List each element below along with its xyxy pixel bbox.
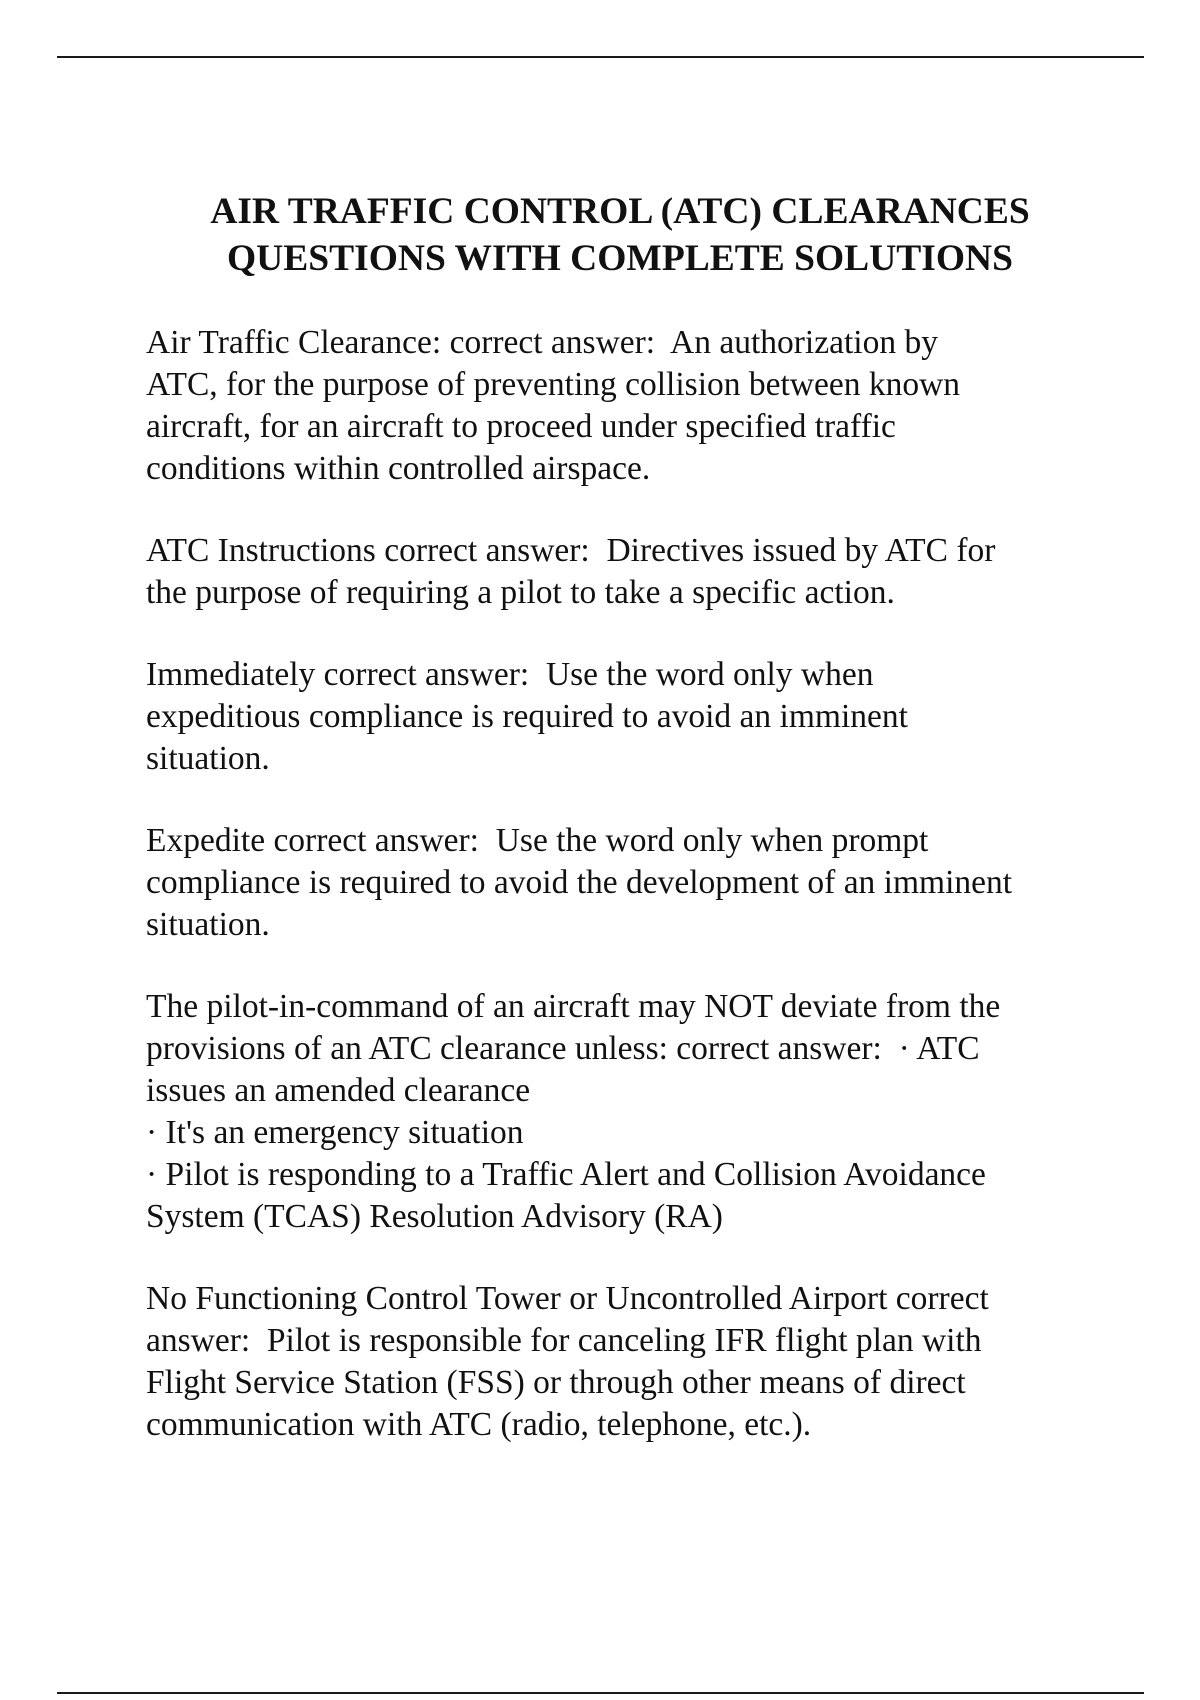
document-title bbox=[150, 188, 1090, 282]
entry-line: compliance is required to avoid the development of an imminent bbox=[146, 864, 1013, 901]
entry-line: the purpose of requiring a pilot to take a specific action. bbox=[146, 574, 895, 611]
qa-entry-atc-instructions bbox=[146, 530, 1106, 614]
title-line-2: QUESTIONS WITH COMPLETE SOLUTIONS bbox=[227, 238, 1013, 279]
qa-entry-immediately bbox=[146, 654, 1106, 780]
entry-line: expeditious compliance is required to avoid an imminent bbox=[146, 698, 908, 735]
entry-line: aircraft, for an aircraft to proceed under specified traffic bbox=[146, 408, 896, 445]
entry-line: ATC Instructions correct answer: Directives issued by ATC for bbox=[146, 532, 996, 569]
entry-line: Immediately correct answer: Use the word only when bbox=[146, 656, 874, 693]
entry-line: situation. bbox=[146, 906, 270, 943]
entry-line: The pilot-in-command of an aircraft may NOT deviate from the bbox=[146, 988, 1001, 1025]
entry-line: situation. bbox=[146, 740, 270, 777]
entry-line: · Pilot is responding to a Traffic Alert and Collision Avoidance bbox=[146, 1156, 986, 1193]
entry-line: issues an amended clearance bbox=[146, 1072, 531, 1109]
entry-line: Expedite correct answer: Use the word only when prompt bbox=[146, 822, 929, 859]
entry-line: Air Traffic Clearance: correct answer: An authorization by bbox=[146, 324, 938, 361]
qa-entry-pilot-in-command-deviation bbox=[146, 986, 1106, 1238]
title-line-1: AIR TRAFFIC CONTROL (ATC) CLEARANCES bbox=[210, 191, 1030, 232]
top-divider bbox=[57, 56, 1144, 58]
qa-entry-expedite bbox=[146, 820, 1106, 946]
entry-line: communication with ATC (radio, telephone, etc.). bbox=[146, 1406, 812, 1443]
entry-line: answer: Pilot is responsible for canceling IFR flight plan with bbox=[146, 1322, 982, 1359]
entry-line: conditions within controlled airspace. bbox=[146, 450, 651, 487]
entry-line: · It's an emergency situation bbox=[146, 1114, 524, 1151]
document-body bbox=[146, 322, 1106, 1486]
entry-line: Flight Service Station (FSS) or through other means of direct bbox=[146, 1364, 966, 1401]
qa-entry-air-traffic-clearance bbox=[146, 322, 1106, 490]
entry-line: ATC, for the purpose of preventing collision between known bbox=[146, 366, 961, 403]
qa-entry-uncontrolled-airport bbox=[146, 1278, 1106, 1446]
entry-line: provisions of an ATC clearance unless: correct answer: · ATC bbox=[146, 1030, 980, 1067]
entry-line: No Functioning Control Tower or Uncontrolled Airport correct bbox=[146, 1280, 989, 1317]
entry-line: System (TCAS) Resolution Advisory (RA) bbox=[146, 1198, 723, 1235]
bottom-divider bbox=[57, 1692, 1144, 1694]
